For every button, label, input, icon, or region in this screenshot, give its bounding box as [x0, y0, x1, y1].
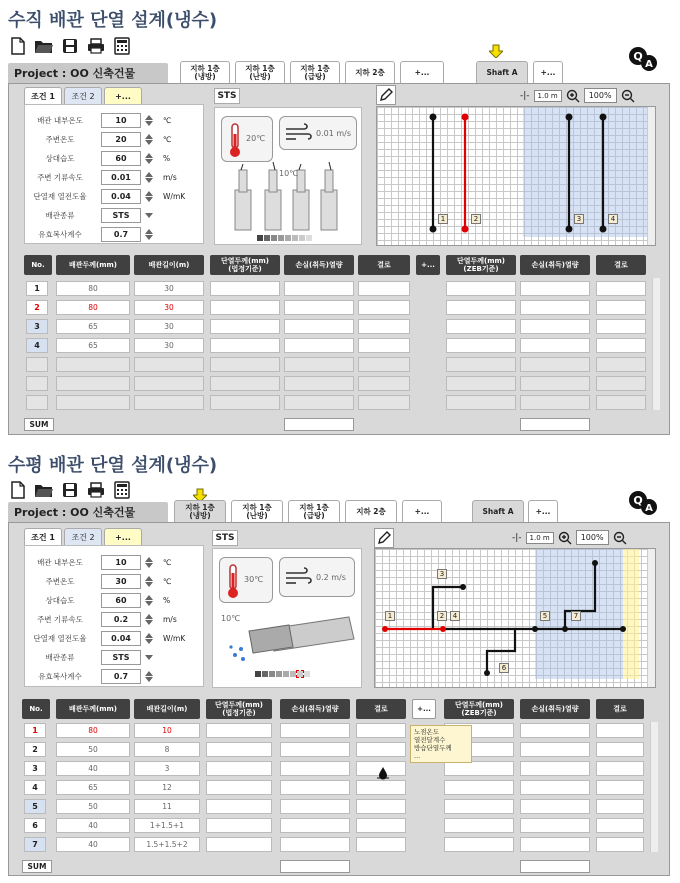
result-cell [356, 799, 406, 814]
row-number[interactable]: 2 [26, 300, 48, 315]
cond-row: 주변온도 20 ℃ [25, 130, 171, 148]
sum-value-zeb [520, 418, 590, 431]
empty-cell [210, 395, 280, 410]
spinner[interactable] [143, 631, 155, 646]
pipe-tag[interactable]: 4 [450, 611, 460, 621]
result-cell [596, 281, 646, 296]
pipe-tag[interactable]: 3 [437, 569, 447, 579]
spinner[interactable] [143, 555, 155, 570]
zoom-in-icon[interactable] [558, 531, 572, 545]
floor-tab-2[interactable]: 지하 1층 (난방) [235, 61, 285, 83]
result-cell [358, 338, 410, 353]
empty-cell [56, 376, 130, 391]
empty-cell [284, 395, 354, 410]
result-cell [206, 761, 272, 776]
svg-text:Q: Q [633, 50, 643, 63]
toolbar [8, 36, 132, 56]
result-cell [444, 761, 514, 776]
cond-row: 배관종류 STS [25, 648, 155, 666]
result-cell [444, 799, 514, 814]
empty-cell [26, 357, 48, 372]
sum-value-zeb [520, 860, 590, 873]
result-cell [280, 799, 350, 814]
svg-text:A: A [645, 503, 653, 514]
result-cell [356, 818, 406, 833]
empty-cell [596, 357, 646, 372]
print-icon[interactable] [86, 36, 106, 56]
thickness-cell[interactable]: 50 [56, 742, 130, 757]
thickness-cell[interactable]: 40 [56, 837, 130, 852]
col-header-condense: 결로 [358, 255, 410, 275]
cond-row: 배관 내부온도 10 ℃ [25, 111, 171, 129]
result-cell [596, 761, 644, 776]
cond-value-input[interactable]: 20 [101, 132, 141, 147]
col-header-condense-zeb: 결로 [596, 699, 644, 719]
sum-label: SUM [22, 860, 52, 873]
result-cell [358, 281, 410, 296]
cond-value-input[interactable]: 10 [101, 555, 141, 570]
sum-value-legal [284, 418, 354, 431]
result-cell [206, 799, 272, 814]
col-header-loss: 손실(취득)열량 [280, 699, 350, 719]
empty-cell [26, 395, 48, 410]
empty-cell [446, 395, 516, 410]
result-cell [520, 818, 590, 833]
pipe-layout-canvas[interactable] [376, 106, 656, 246]
pencil-icon[interactable] [376, 85, 396, 105]
pipe-drawing [219, 609, 359, 669]
result-cell [444, 780, 514, 795]
arrow-down-icon [489, 43, 503, 62]
pipe-tag[interactable]: 2 [471, 214, 481, 224]
cond-row: 상대습도 60 % [25, 591, 170, 609]
thickness-cell[interactable]: 40 [56, 818, 130, 833]
material-label: STS [214, 88, 240, 104]
length-cell[interactable]: 1+1.5+1 [134, 818, 200, 833]
result-cell [206, 780, 272, 795]
col-header-length: 배관길이(m) [134, 255, 204, 275]
col-add-button[interactable]: +... [416, 255, 440, 275]
thickness-cell[interactable]: 65 [56, 338, 130, 353]
result-cell [206, 837, 272, 852]
cond-row: 단열재 열전도율 0.04 W/mK [25, 187, 185, 205]
length-cell[interactable]: 1.5+1.5+2 [134, 837, 200, 852]
toolbar [8, 480, 132, 500]
empty-cell [56, 395, 130, 410]
empty-cell [358, 395, 410, 410]
result-cell [446, 319, 516, 334]
horizontal-pipe-illustration [212, 548, 362, 688]
pipe-type-select[interactable]: STS [101, 208, 141, 223]
result-cell [596, 799, 644, 814]
spinner[interactable] [143, 593, 155, 608]
result-cell [596, 837, 644, 852]
condensation-drop-icon [376, 765, 390, 784]
result-cell [520, 281, 590, 296]
qa-icon[interactable] [628, 488, 658, 518]
table-scrollbar[interactable] [650, 722, 658, 852]
zoom-toolbar [512, 530, 627, 545]
cond-value-input[interactable]: 0.7 [101, 227, 141, 242]
result-cell [280, 761, 350, 776]
row-number[interactable]: 5 [24, 799, 46, 814]
spinner[interactable] [143, 612, 155, 627]
shaft-tab-add[interactable]: +... [533, 61, 563, 83]
result-cell [280, 837, 350, 852]
save-icon[interactable] [60, 36, 80, 56]
result-cell [596, 742, 644, 757]
empty-cell [446, 357, 516, 372]
sum-label: SUM [24, 418, 54, 431]
cond-value-input[interactable]: 60 [101, 151, 141, 166]
cond-value-input[interactable]: 0.04 [101, 631, 141, 646]
cond-value-input[interactable]: 0.2 [101, 612, 141, 627]
conditions-panel [24, 104, 204, 244]
new-file-icon[interactable] [8, 36, 28, 56]
pipe-tag[interactable]: 3 [574, 214, 584, 224]
spinner[interactable] [143, 227, 155, 242]
empty-cell [210, 357, 280, 372]
cond-row: 유효복사계수 0.7 [25, 225, 155, 243]
result-cell [206, 723, 272, 738]
cond-value-input[interactable]: 0.01 [101, 170, 141, 185]
shaft-tab[interactable]: Shaft A [476, 61, 528, 83]
spinner[interactable] [143, 151, 155, 166]
vertical-pipe-illustration [214, 107, 362, 245]
pipe-tag[interactable]: 2 [437, 611, 447, 621]
col-header-thick: 배관두께(mm) [56, 699, 130, 719]
thickness-cell[interactable]: 65 [56, 780, 130, 795]
empty-cell [134, 395, 204, 410]
length-cell[interactable]: 8 [134, 742, 200, 757]
result-cell [280, 780, 350, 795]
result-cell [284, 281, 354, 296]
result-cell [206, 818, 272, 833]
col-header-loss-zeb: 손실(취득)열량 [520, 255, 590, 275]
pipe-tag[interactable]: 4 [608, 214, 618, 224]
sum-value-legal [280, 860, 350, 873]
row-number[interactable]: 7 [24, 837, 46, 852]
spinner[interactable] [143, 574, 155, 589]
empty-cell [284, 376, 354, 391]
pipe-type-select[interactable]: STS [101, 650, 141, 665]
wind-icon [284, 123, 314, 143]
row-number[interactable]: 2 [24, 742, 46, 757]
open-folder-icon[interactable] [34, 36, 54, 56]
pipe-tag[interactable]: 1 [385, 611, 395, 621]
zoom-step[interactable]: 1.0 m [534, 90, 562, 102]
col-add-button[interactable]: +... [412, 699, 436, 719]
project-label: Project : OO 신축건물 [8, 63, 168, 83]
svg-text:10℃: 10℃ [221, 614, 241, 623]
result-cell [210, 338, 280, 353]
section-title-horizontal: 수평 배관 단열 설계(냉수) [8, 455, 218, 476]
result-cell [356, 837, 406, 852]
calculator-icon[interactable] [112, 36, 132, 56]
material-label: STS [212, 530, 238, 546]
qa-icon[interactable] [628, 44, 658, 74]
row-number[interactable]: 1 [26, 281, 48, 296]
thickness-cell[interactable]: 80 [56, 281, 130, 296]
floor-tab-1[interactable]: 지하 1층 (냉방) [180, 61, 230, 83]
empty-cell [56, 357, 130, 372]
empty-cell [520, 357, 590, 372]
cond-row: 배관종류 STS [25, 206, 155, 224]
empty-cell [284, 357, 354, 372]
result-cell [280, 742, 350, 757]
row-number[interactable]: 6 [24, 818, 46, 833]
cond-row: 주변 기류속도 0.01 m/s [25, 168, 177, 186]
pencil-icon[interactable] [374, 528, 394, 548]
cond-tab-2[interactable]: 조건 2 [64, 87, 102, 105]
pipes-drawing [227, 162, 347, 232]
floor-tab-add[interactable]: +... [400, 61, 444, 83]
cond-value-input[interactable]: 0.04 [101, 189, 141, 204]
result-cell [284, 319, 354, 334]
cond-tab-add[interactable]: +... [104, 87, 142, 105]
pipe-tag[interactable]: 5 [540, 611, 550, 621]
result-cell [358, 300, 410, 315]
col-header-no: No. [24, 255, 52, 275]
spinner[interactable] [143, 132, 155, 147]
cond-tab-1[interactable]: 조건 1 [24, 87, 62, 105]
col-header-ins-legal: 단열두께(mm) (법정기준) [210, 255, 280, 275]
result-cell [210, 300, 280, 315]
new-file-icon[interactable] [8, 480, 28, 500]
pipes-layout [377, 107, 657, 247]
calculator-icon[interactable] [112, 480, 132, 500]
result-cell [356, 742, 406, 757]
zoom-in-icon[interactable] [566, 89, 580, 103]
column-options-tooltip: 노점온도 열전달계수 방습단열두께 ... [410, 725, 472, 763]
length-cell[interactable]: 30 [134, 319, 204, 334]
col-header-ins-legal: 단열두께(mm) (법정기준) [206, 699, 272, 719]
result-cell [520, 319, 590, 334]
result-cell [596, 780, 644, 795]
svg-text:Q: Q [633, 494, 643, 507]
cond-tab-2[interactable]: 조건 2 [64, 528, 102, 546]
length-cell[interactable]: 30 [134, 338, 204, 353]
thickness-cell[interactable]: 65 [56, 319, 130, 334]
floor-tab-2[interactable]: 지하 1층 (난방) [231, 500, 283, 522]
floor-tab-4[interactable]: 지하 2층 [345, 500, 397, 522]
temperature-box: 20℃ [221, 116, 273, 162]
row-number[interactable]: 1 [24, 723, 46, 738]
empty-cell [358, 376, 410, 391]
result-cell [596, 723, 644, 738]
empty-cell [134, 357, 204, 372]
floor-tab-3[interactable]: 지하 1층 (급탕) [290, 61, 340, 83]
scale-line-icon: -|- [520, 90, 530, 101]
canvas-scrollbar[interactable] [647, 107, 655, 245]
col-header-loss: 손실(취득)열량 [284, 255, 354, 275]
thickness-cell[interactable]: 80 [56, 723, 130, 738]
zoom-out-icon[interactable] [621, 89, 635, 103]
row-number[interactable]: 3 [26, 319, 48, 334]
empty-cell [26, 376, 48, 391]
zoom-step[interactable]: 1.0 m [526, 532, 554, 544]
result-cell [520, 723, 590, 738]
pipe-layout-canvas[interactable] [374, 548, 656, 688]
col-header-condense-zeb: 결로 [596, 255, 646, 275]
chevron-down-icon[interactable] [143, 208, 155, 223]
length-cell[interactable]: 11 [134, 799, 200, 814]
result-cell [210, 281, 280, 296]
save-icon[interactable] [60, 480, 80, 500]
pipe-tag[interactable]: 6 [499, 663, 509, 673]
col-header-ins-zeb: 단열두께(mm) (ZEB기준) [444, 699, 514, 719]
cond-row: 배관 내부온도 10 ℃ [25, 553, 171, 571]
result-cell [596, 338, 646, 353]
col-header-ins-zeb: 단열두께(mm) (ZEB기준) [446, 255, 516, 275]
table-scrollbar[interactable] [652, 278, 660, 410]
cond-tab-add[interactable]: +... [104, 528, 142, 546]
shaft-tab-add[interactable]: +... [528, 500, 558, 522]
cond-value-input[interactable]: 10 [101, 113, 141, 128]
result-cell [358, 319, 410, 334]
svg-text:A: A [645, 59, 653, 70]
result-cell [520, 761, 590, 776]
floor-tab-4[interactable]: 지하 2층 [345, 61, 395, 83]
cond-row: 주변온도 30 ℃ [25, 572, 171, 590]
temperature-box: 30℃ [219, 557, 273, 603]
empty-cell [210, 376, 280, 391]
thickness-cell[interactable]: 80 [56, 300, 130, 315]
length-cell[interactable]: 30 [134, 281, 204, 296]
result-cell [446, 281, 516, 296]
print-icon[interactable] [86, 480, 106, 500]
result-cell [446, 300, 516, 315]
zoom-toolbar [520, 88, 635, 103]
cond-tab-1[interactable]: 조건 1 [24, 528, 62, 546]
pipes-layout [375, 549, 657, 689]
result-cell [284, 300, 354, 315]
airflow-box: 0.01 m/s [279, 116, 357, 150]
svg-text:10℃: 10℃ [279, 169, 299, 178]
empty-cell [596, 395, 646, 410]
spinner[interactable] [143, 189, 155, 204]
empty-cell [134, 376, 204, 391]
result-cell [280, 818, 350, 833]
result-cell [206, 742, 272, 757]
zoom-out-icon[interactable] [613, 531, 627, 545]
project-label: Project : OO 신축건물 [8, 502, 168, 522]
cond-row: 상대습도 60 % [25, 149, 170, 167]
thickness-cell[interactable]: 40 [56, 761, 130, 776]
result-cell [280, 723, 350, 738]
row-number[interactable]: 4 [26, 338, 48, 353]
result-cell [444, 837, 514, 852]
zoom-percent[interactable]: 100% [584, 88, 617, 103]
empty-cell [520, 395, 590, 410]
result-cell [210, 319, 280, 334]
cond-value-input[interactable]: 0.7 [101, 669, 141, 684]
result-cell [444, 818, 514, 833]
cond-row: 단열재 열전도율 0.04 W/mK [25, 629, 185, 647]
result-cell [520, 780, 590, 795]
result-cell [520, 837, 590, 852]
spinner[interactable] [143, 669, 155, 684]
result-cell [284, 338, 354, 353]
result-cell [520, 300, 590, 315]
length-cell[interactable]: 3 [134, 761, 200, 776]
length-cell[interactable]: 30 [134, 300, 204, 315]
length-cell[interactable]: 10 [134, 723, 200, 738]
result-cell [356, 723, 406, 738]
length-cell[interactable]: 12 [134, 780, 200, 795]
conditions-panel [24, 545, 204, 687]
color-scale [255, 671, 310, 677]
result-cell [520, 338, 590, 353]
col-header-thick: 배관두께(mm) [56, 255, 130, 275]
section-title-vertical: 수직 배관 단열 설계(냉수) [8, 10, 218, 31]
thermometer-icon [226, 563, 240, 599]
empty-cell [446, 376, 516, 391]
result-cell [446, 338, 516, 353]
floor-tab-1[interactable]: 지하 1층 (냉방) [174, 500, 226, 522]
pipe-tag[interactable]: 7 [571, 611, 581, 621]
thickness-cell[interactable]: 50 [56, 799, 130, 814]
empty-cell [520, 376, 590, 391]
cond-value-input[interactable]: 60 [101, 593, 141, 608]
cond-row: 주변 기류속도 0.2 m/s [25, 610, 177, 628]
result-cell [596, 300, 646, 315]
spinner[interactable] [143, 113, 155, 128]
zoom-percent[interactable]: 100% [576, 530, 609, 545]
airflow-box: 0.2 m/s [279, 557, 355, 597]
shaft-tab[interactable]: Shaft A [472, 500, 524, 522]
row-number[interactable]: 3 [24, 761, 46, 776]
empty-cell [358, 357, 410, 372]
canvas-scrollbar[interactable] [647, 549, 655, 687]
empty-cell [596, 376, 646, 391]
floor-tab-add[interactable]: +... [402, 500, 442, 522]
result-cell [596, 319, 646, 334]
col-header-condense: 결로 [356, 699, 406, 719]
scale-line-icon: -|- [512, 532, 522, 543]
cond-row: 유효복사계수 0.7 [25, 667, 155, 685]
wind-icon [284, 567, 314, 587]
col-header-no: No. [22, 699, 50, 719]
result-cell [596, 818, 644, 833]
result-cell [520, 742, 590, 757]
spinner[interactable] [143, 170, 155, 185]
col-header-loss-zeb: 손실(취득)열량 [520, 699, 590, 719]
pipe-tag[interactable]: 1 [438, 214, 448, 224]
col-header-length: 배관길이(m) [134, 699, 200, 719]
floor-tab-3[interactable]: 지하 1층 (급탕) [288, 500, 340, 522]
cond-value-input[interactable]: 30 [101, 574, 141, 589]
open-folder-icon[interactable] [34, 480, 54, 500]
row-number[interactable]: 4 [24, 780, 46, 795]
color-scale [257, 235, 312, 241]
thermometer-icon [228, 122, 242, 158]
chevron-down-icon[interactable] [143, 650, 155, 665]
result-cell [520, 799, 590, 814]
